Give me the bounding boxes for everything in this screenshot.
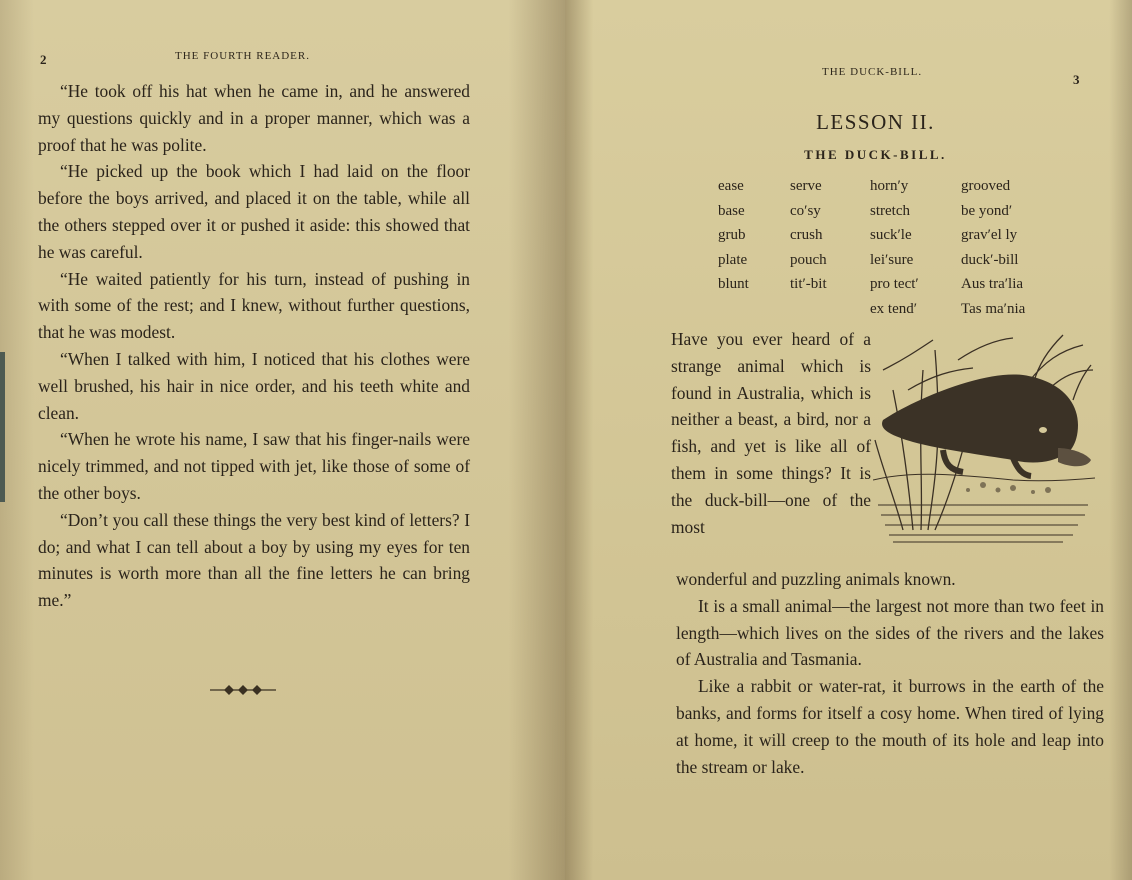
ornament-divider (210, 683, 276, 697)
paragraph: “He took off his hat when he came in, and he answered my questions quickly and in a proper manner, which was a proof that he was polite. (38, 81, 470, 155)
wrapped-text (671, 326, 871, 540)
vocab-word: base (718, 202, 745, 219)
intro-paragraph: Have you ever heard of a strange animal which is found in Australia, which is neither a beast, a bird, nor a fish, and yet is like all of them in some things? It is the duck-bill—one of the most (671, 329, 871, 537)
page-tab (0, 352, 5, 502)
vocab-word: stretch (870, 202, 910, 219)
right-page (565, 0, 1132, 880)
vocab-word: grav′el ly (961, 227, 1018, 244)
vocab-word: ex tend′ (870, 300, 918, 317)
vocab-word: pro tect′ (870, 276, 919, 293)
lesson-subtitle: THE DUCK-BILL. (804, 147, 947, 162)
vocab-word: be yond′ (961, 202, 1013, 219)
paragraph: “He waited patiently for his turn, instead of pushing in with some of the rest; and I knew, without further questions, that he was modest. (38, 268, 470, 343)
vocab-column (718, 174, 749, 297)
vocab-word: tit′-bit (790, 276, 827, 293)
page-number-right: 3 (1073, 72, 1080, 87)
paragraph: Like a rabbit or water-rat, it burrows in the earth of the banks, and forms for itself a cosy home. When tired of lying at home, it will creep to the mouth of its hole and leap into the stream or lake. (676, 676, 1104, 777)
vocab-word: pouch (790, 251, 827, 268)
vocab-word: blunt (718, 276, 749, 293)
paragraph: It is a small animal—the largest not more than two feet in length—which lives on the sides of the rivers and the lakes of Australia and Tasmania. (676, 595, 1104, 670)
paragraph: “When I talked with him, I noticed that his clothes were well brushed, his hair in nice order, and his teeth white and clean. (38, 348, 470, 423)
vocab-word: lei′sure (870, 251, 914, 268)
duck-bill-illustration (873, 330, 1095, 548)
lesson-title: LESSON II. (816, 110, 935, 134)
page-number-left: 2 (40, 52, 47, 67)
vocab-word: Tas ma′nia (961, 300, 1026, 317)
running-head-right: THE DUCK-BILL. (822, 66, 923, 78)
vocab-word: crush (790, 227, 823, 244)
paragraph: “Don’t you call these things the very best kind of letters? I do; and what I can tell about a boy by using my eyes for ten minutes is worth more than all the fine letters he can bring me.” (38, 509, 470, 611)
running-head-left: THE FOURTH READER. (175, 50, 310, 62)
vocab-column (961, 174, 1025, 322)
vocab-word: duck′-bill (961, 251, 1019, 268)
left-page (0, 0, 565, 880)
paragraph: wonderful and puzzling animals known. (676, 569, 956, 589)
vocab-word: plate (718, 251, 748, 268)
vocab-word: suck′le (870, 227, 912, 244)
vocab-word: horn′y (870, 178, 909, 194)
vocab-word: grub (718, 227, 746, 244)
vocab-column (790, 174, 827, 297)
vocab-word: serve (790, 178, 822, 194)
vocab-word: Aus tra′lia (961, 276, 1024, 293)
vocab-word: co′sy (790, 202, 821, 219)
vocab-column (870, 174, 919, 322)
paragraph: “He picked up the book which I had laid on the floor before the boys arrived, and placed it on the table, while all the others stepped over it or pushed it aside: this showed that he was careful. (38, 161, 470, 262)
right-text-block (676, 566, 1104, 780)
vocab-word: grooved (961, 178, 1011, 194)
left-text-block (38, 78, 470, 614)
paragraph: “When he wrote his name, I saw that his finger-nails were nicely trimmed, and not tipped with jet, like those of some of the other boys. (38, 429, 470, 503)
vocab-word: ease (718, 178, 744, 194)
